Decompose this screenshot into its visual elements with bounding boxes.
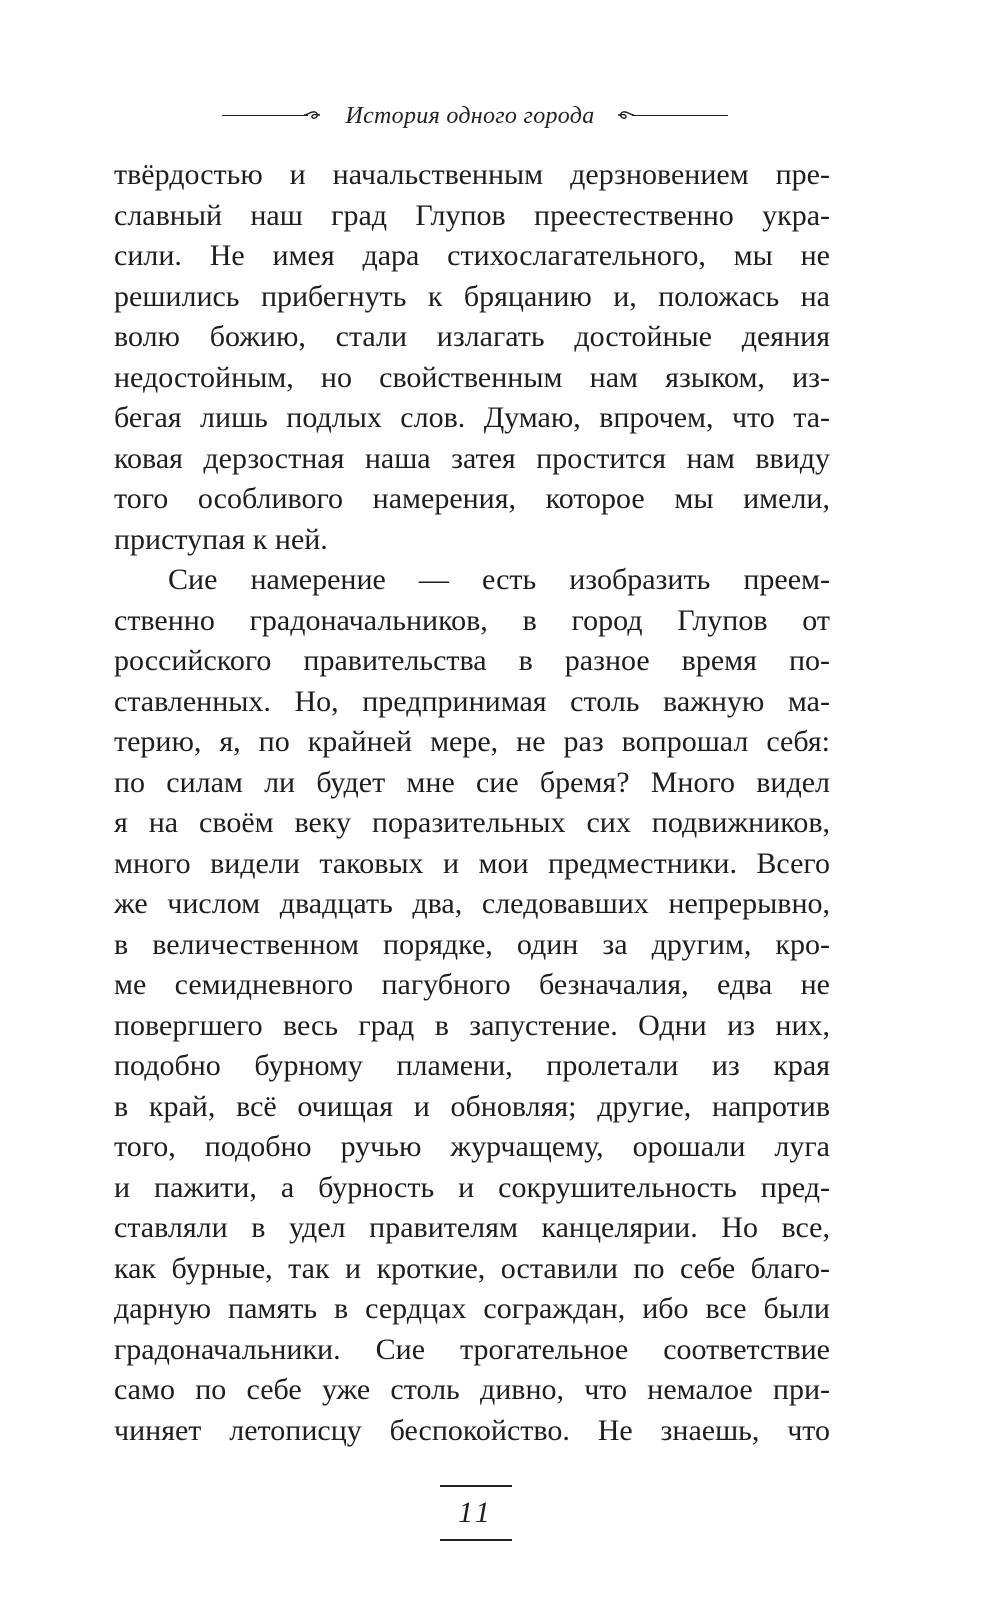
text-line: того, подобно ручью журчащему, орошали луга xyxy=(114,1130,830,1163)
text-line: волю божию, стали излагать достойные деяния xyxy=(114,320,830,353)
text-line: как бурные, так и кроткие, оставили по себе благо- xyxy=(114,1251,830,1285)
text-line: терию, я, по крайней мере, не раз вопрошал себя: xyxy=(114,725,830,758)
text-line: приступая к ней. xyxy=(114,522,328,556)
folio-rule-bottom xyxy=(440,1539,512,1541)
text-line: твёрдостью и начальственным дерзновением пре- xyxy=(114,158,830,191)
running-title: История одного города xyxy=(345,103,595,129)
text-line: в край, всё очищая и обновляя; другие, напротив xyxy=(114,1089,830,1123)
text-line: дарную память в сердцах сограждан, ибо все были xyxy=(114,1292,830,1325)
text-line: градоначальники. Сие трогательное соответствие xyxy=(114,1332,830,1366)
running-header xyxy=(0,96,1000,136)
page-folio xyxy=(440,1485,512,1555)
text-line: того особливого намерения, которое мы имели, xyxy=(114,482,830,515)
text-line: и пажити, а бурность и сокрушительность пред- xyxy=(114,1170,830,1204)
text-line: же числом двадцать два, следовавших непрерывно, xyxy=(114,887,830,920)
text-line: сили. Не имея дара стихослагательного, мы не xyxy=(114,239,830,272)
text-line: решились прибегнуть к бряцанию и, положась на xyxy=(114,279,830,313)
body-text xyxy=(114,155,830,1451)
text-line: много видели таковых и мои предместники. Всего xyxy=(114,846,830,880)
text-line: повергшего весь град в запустение. Одни из них, xyxy=(114,1008,830,1042)
text-line: бегая лишь подлых слов. Думаю, впрочем, что та- xyxy=(114,401,830,434)
header-rule-left xyxy=(222,115,308,116)
text-line: чиняет летописцу беспокойство. Не знаешь, что xyxy=(114,1413,830,1447)
paragraph-start-line: Сие намерение — есть изобразить преем- xyxy=(168,563,830,596)
text-line: по силам ли будет мне сие бремя? Много видел xyxy=(114,765,830,799)
text-line: я на своём веку поразительных сих подвижников, xyxy=(114,806,830,839)
text-line: в величественном порядке, один за другим, кро- xyxy=(114,927,830,961)
flourish-icon xyxy=(303,107,321,123)
page-number: 11 xyxy=(458,1496,494,1529)
text-line: недостойным, но свойственным нам языком, из- xyxy=(114,360,830,394)
text-line: ставляли в удел правителям канцелярии. Но все, xyxy=(114,1211,830,1244)
text-line: подобно бурному пламени, пролетали из края xyxy=(114,1049,830,1082)
text-line: ковая дерзостная наша затея простится нам ввиду xyxy=(114,441,830,475)
text-line: славный наш град Глупов преестественно укра- xyxy=(114,198,830,232)
header-rule-right xyxy=(632,115,728,116)
text-line: ме семидневного пагубного безначалия, едва не xyxy=(114,968,830,1001)
text-line: российского правительства в разное время по- xyxy=(114,644,830,677)
text-line: ственно градоначальников, в город Глупов от xyxy=(114,603,830,637)
text-line: само по себе уже столь дивно, что немалое при- xyxy=(114,1373,830,1406)
folio-rule-top xyxy=(440,1485,512,1487)
text-line: ставленных. Но, предпринимая столь важную ма- xyxy=(114,684,830,718)
